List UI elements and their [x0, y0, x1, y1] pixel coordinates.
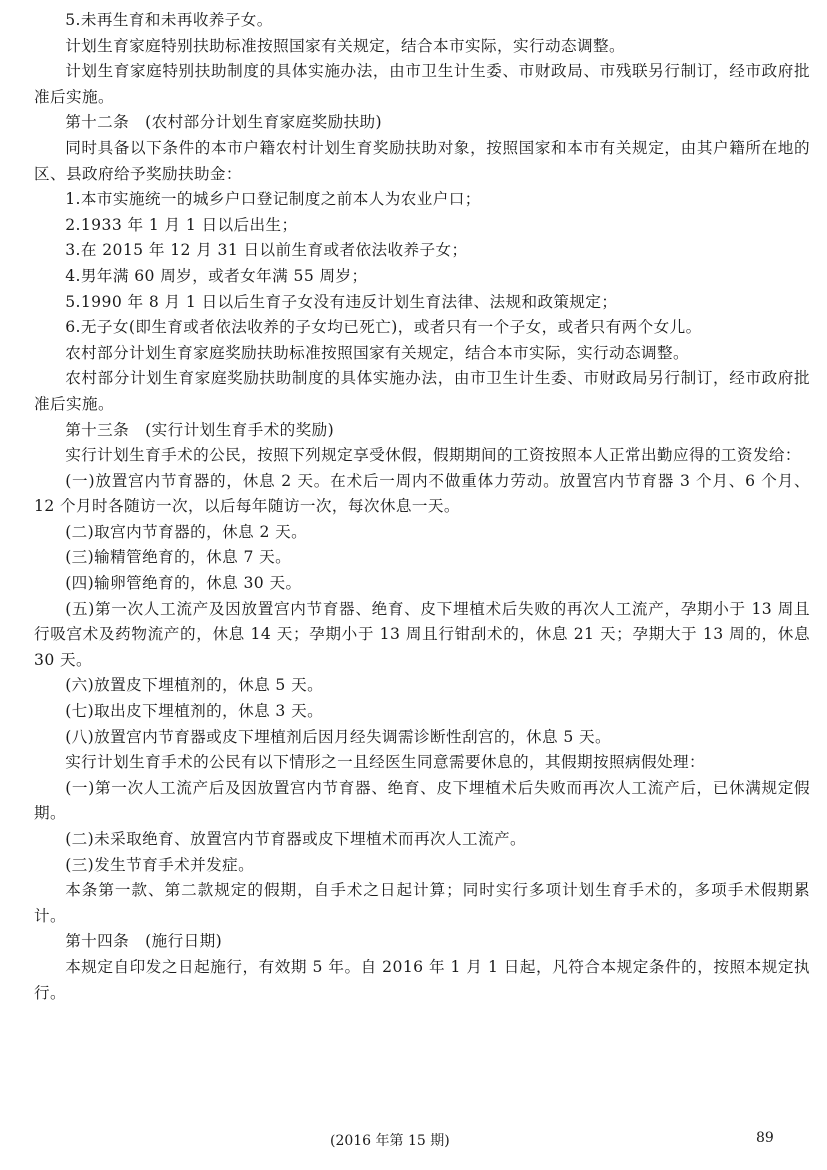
- list-item: (七)取出皮下埋植剂的，休息 3 天。: [65, 702, 324, 721]
- paragraph: 实行计划生育手术的公民有以下情形之一且经医生同意需要休息的，其假期按照病假处理：: [65, 753, 705, 772]
- paragraph: 5.未再生育和未再收养子女。: [65, 11, 273, 29]
- issue-label: (2016 年第 15 期): [330, 1133, 450, 1149]
- article-heading: 第十三条 (实行计划生育手术的奖励): [65, 420, 335, 439]
- list-item: (二)未采取绝育、放置宫内节育器或皮下埋植术而再次人工流产。: [65, 830, 526, 848]
- list-item: (五)第一次人工流产及因放置宫内节育器、绝育、皮下埋植术后失败的再次人工流产，孕期小于 13 周且行吸宫术及药物流产的，休息 14 天；孕期小于 13 周且行钳刮术的，休息 21 天；孕期大于 13 周的，休息 30 天。: [34, 599, 810, 669]
- list-item: (四)输卵管绝育的，休息 30 天。: [65, 574, 302, 593]
- page-footer: [0, 1130, 827, 1150]
- article-heading: 第十四条 (施行日期): [65, 932, 223, 951]
- list-item: (八)放置宫内节育器或皮下埋植剂后因月经失调需诊断性刮宫的，休息 5 天。: [65, 727, 611, 746]
- list-item: 4.男年满 60 周岁，或者女年满 55 周岁；: [65, 266, 368, 285]
- list-item: 3.在 2015 年 12 月 31 日以前生育或者依法收养子女；: [65, 241, 468, 260]
- paragraph: 本规定自印发之日起施行，有效期 5 年。自 2016 年 1 月 1 日起，凡符合本规定条件的，按照本规定执行。: [34, 957, 810, 1002]
- list-item: 6.无子女(即生育或者依法收养的子女均已死亡)，或者只有一个子女，或者只有两个女儿。: [65, 318, 702, 337]
- list-item: (六)放置皮下埋植剂的，休息 5 天。: [65, 676, 324, 695]
- list-item: 2.1933 年 1 月 1 日以后出生；: [65, 215, 298, 234]
- list-item: (三)输精管绝育的，休息 7 天。: [65, 548, 292, 567]
- page-number: 89: [756, 1130, 774, 1146]
- list-item: (一)放置宫内节育器的，休息 2 天。在术后一周内不做重体力劳动。放置宫内节育器 3 个月、6 个月、12 个月时各随访一次，以后每年随访一次，每次休息一天。: [34, 471, 810, 516]
- list-item: 1.本市实施统一的城乡户口登记制度之前本人为农业户口；: [65, 190, 481, 209]
- paragraph: 同时具备以下条件的本市户籍农村计划生育奖励扶助对象，按照国家和本市有关规定，由其户籍所在地的区、县政府给予奖励扶助金：: [34, 138, 810, 183]
- paragraph: 实行计划生育手术的公民，按照下列规定享受休假，假期期间的工资按照本人正常出勤应得的工资发给：: [65, 446, 801, 465]
- list-item: (一)第一次人工流产后及因放置宫内节育器、绝育、皮下埋植术后失败而再次人工流产后，已休满规定假期。: [34, 778, 810, 823]
- paragraph: 农村部分计划生育家庭奖励扶助标准按照国家有关规定，结合本市实际，实行动态调整。: [65, 343, 689, 362]
- paragraph: 计划生育家庭特别扶助制度的具体实施办法，由市卫生计生委、市财政局、市残联另行制订，经市政府批准后实施。: [34, 62, 810, 106]
- document-body: [34, 8, 810, 1006]
- paragraph: 计划生育家庭特别扶助标准按照国家有关规定，结合本市实际，实行动态调整。: [65, 36, 625, 55]
- paragraph: 农村部分计划生育家庭奖励扶助制度的具体实施办法，由市卫生计生委、市财政局另行制订，经市政府批准后实施。: [34, 369, 810, 413]
- list-item: (三)发生节育手术并发症。: [65, 855, 255, 874]
- list-item: (二)取宫内节育器的，休息 2 天。: [65, 522, 308, 541]
- paragraph: 本条第一款、第二款规定的假期，自手术之日起计算；同时实行多项计划生育手术的，多项手术假期累计。: [34, 881, 810, 925]
- list-item: 5.1990 年 8 月 1 日以后生育子女没有违反计划生育法律、法规和政策规定；: [65, 292, 618, 311]
- article-heading: 第十二条 (农村部分计划生育家庭奖励扶助): [65, 113, 383, 132]
